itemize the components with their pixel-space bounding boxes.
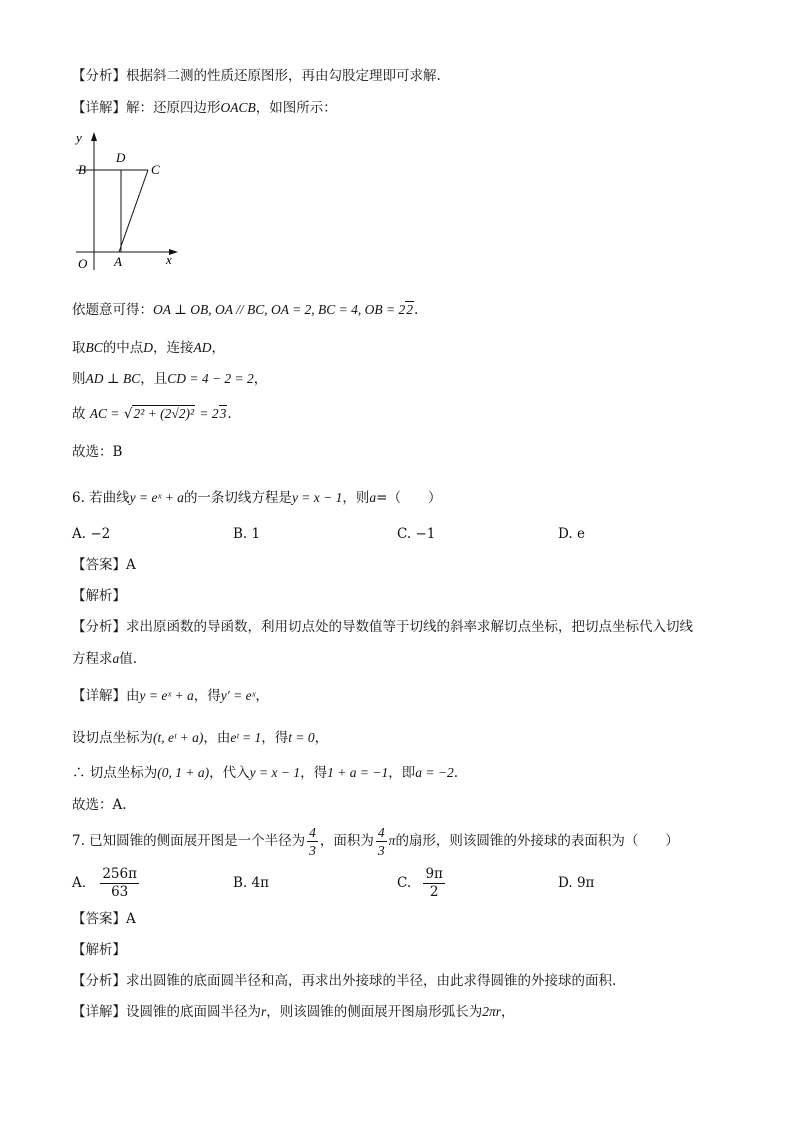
q6-stem-d: =（ ）: [376, 490, 442, 506]
given-end: .: [414, 302, 419, 318]
then-text-b: ，且: [140, 371, 168, 387]
y-axis-arrow-icon: [91, 132, 97, 141]
q6-option-c: C. −1: [397, 526, 436, 542]
q6-stem-b: 的一条切线方程是: [183, 490, 292, 506]
q6-detail-1: 【详解】由y = eˣ + a，得y′ = eˣ，: [72, 688, 269, 704]
q6-analysis-1: 【分析】求出原函数的导函数，利用切点处的导数值等于切线的斜率求解切点坐标，把切点坐标代入切线: [72, 619, 693, 635]
so-math-radicand: 2² + (2√2)²: [133, 406, 195, 421]
q6-detail-3: ∴ 切点坐标为(0, 1 + a)，代入y = x − 1，得1 + a = −1，即a = −2.: [72, 765, 458, 781]
mid-d: D: [143, 340, 154, 355]
quad-name: OACB: [220, 100, 256, 115]
q6-stem-c: ，则: [342, 490, 370, 506]
detail-tag: 【详解】: [72, 100, 126, 116]
mid-text-b: 的中点: [102, 340, 144, 356]
detail-text-tail: ，如图所示：: [255, 100, 337, 116]
label-b: B: [78, 162, 86, 177]
mid-text-a: 取: [72, 340, 86, 356]
midpoint-line: [72, 338, 225, 358]
choose-line-q5: 故选：B: [72, 444, 123, 460]
then-text-a: 则: [72, 371, 86, 387]
q7-area-fraction: $\frac{4}{3}$: [377, 824, 385, 858]
mid-text-e: ，: [211, 340, 226, 356]
mid-text-c: ，连接: [153, 340, 194, 356]
analysis-line: [72, 66, 441, 86]
then-text-c: ，: [253, 371, 268, 387]
q7-stem: 7. 已知圆锥的侧面展开图是一个半径为 $\frac{4}{3}$ ，面积为 $\frac{4}{3}$ π的扇形，则该圆锥的外接球的表面积为（ ）: [72, 824, 679, 858]
label-x: x: [166, 252, 172, 267]
q6-answer: 【答案】A: [72, 557, 136, 573]
q6-analysis-2: 方程求a值.: [72, 651, 138, 667]
label-y: y: [76, 130, 82, 145]
so-text: 故: [72, 406, 86, 422]
q6-option-a: A. −2: [72, 526, 111, 542]
analysis-text: 根据斜二测的性质还原图形，再由勾股定理即可求解.: [126, 68, 441, 84]
q6-stem: [72, 488, 441, 508]
so-line: 故 AC = √2² + (2√2)² = 23.: [72, 406, 232, 422]
q7-analysis: 【分析】求出圆锥的底面圆半径和高，再求出外接球的半径，由此求得圆锥的外接球的面积.: [72, 973, 617, 989]
then-math-1: AD ⊥ BC: [85, 371, 141, 386]
q7-explain-tag: 【解析】: [72, 942, 126, 958]
q6-var: a: [369, 490, 377, 505]
analysis-tag: 【分析】: [72, 68, 126, 84]
q6-option-d: D. e: [558, 526, 585, 542]
then-math-2: CD = 4 − 2 = 2: [167, 371, 254, 386]
q6-explain-tag: 【解析】: [72, 588, 126, 604]
segment-ac: [119, 170, 148, 252]
q6-tangent: y = x − 1: [291, 490, 343, 505]
label-d: D: [116, 150, 126, 165]
q6-curve: y = eˣ + a: [129, 490, 184, 505]
mid-bc: BC: [85, 340, 103, 355]
q6-option-b: B. 1: [233, 526, 261, 542]
then-line: [72, 369, 267, 389]
label-o: O: [78, 256, 88, 271]
q7-option-b: B. 4π: [233, 875, 269, 891]
detail-line: [72, 98, 337, 118]
q6-detail-2: 设切点坐标为(t, eᵗ + a)，由eᵗ = 1，得t = 0，: [72, 730, 329, 746]
quadrilateral-figure: [72, 128, 212, 278]
so-math-post: = 2: [199, 406, 219, 421]
label-c: C: [151, 162, 160, 177]
q7-option-a: A. $\frac{256\pi}{63}$: [72, 865, 137, 900]
q7-answer: 【答案】A: [72, 911, 136, 927]
q7-radius-fraction: $\frac{4}{3}$: [309, 824, 316, 858]
q7-option-c: C. $\frac{9\pi}{2}$: [397, 865, 443, 900]
q6-stem-a: 6. 若曲线: [72, 490, 130, 506]
so-root: 3: [219, 406, 227, 421]
so-end: .: [227, 406, 232, 422]
given-line: [72, 300, 418, 320]
label-a: A: [114, 254, 122, 269]
mid-ad: AD: [193, 340, 212, 355]
given-math: OA ⊥ OB, OA // BC, OA = 2, BC = 4, OB = 2: [153, 302, 406, 317]
given-root: 2: [406, 302, 414, 317]
q7-option-d: D. 9π: [558, 875, 595, 891]
q6-choose: 故选：A.: [72, 797, 127, 813]
so-math-pre: AC =: [89, 406, 120, 421]
detail-text: 解：还原四边形: [126, 100, 221, 116]
given-text: 依题意可得：: [72, 302, 153, 318]
q7-detail-1: 【详解】设圆锥的底面圆半径为r，则该圆锥的侧面展开图扇形弧长为2πr，: [72, 1004, 515, 1020]
